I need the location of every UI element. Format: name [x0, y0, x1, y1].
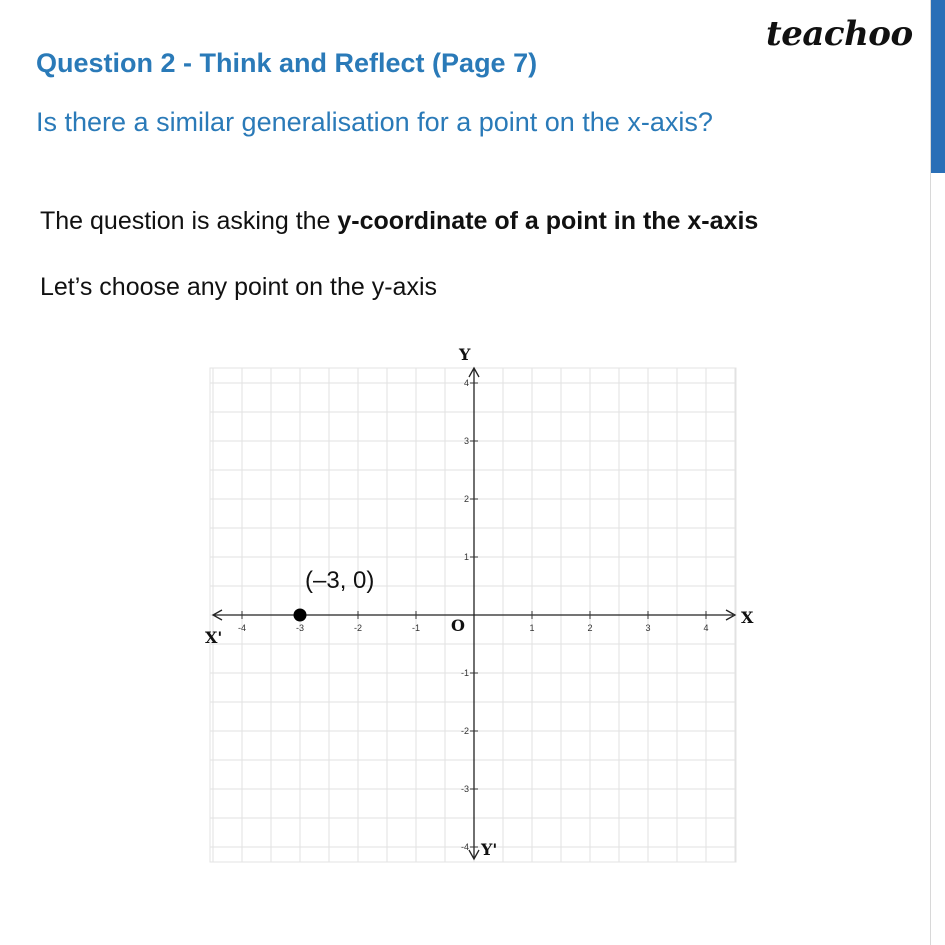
y-neg-axis-label: Y'	[481, 840, 498, 859]
x-tick-label: -4	[237, 623, 247, 633]
y-tick-label: -3	[460, 784, 469, 794]
y-tick-label: -4	[460, 842, 469, 852]
x-tick-label: -2	[353, 623, 363, 633]
y-tick-label: -2	[460, 726, 469, 736]
x-axis-label: X	[741, 608, 754, 627]
x-neg-axis-label: X'	[205, 628, 223, 647]
y-tick-label: 3	[463, 436, 469, 446]
point-label: (–3, 0)	[305, 567, 375, 594]
plotted-point	[294, 609, 307, 622]
x-tick-label: -3	[295, 623, 305, 633]
y-tick-label: 1	[463, 552, 469, 562]
question-subtitle: Is there a similar generalisation for a point on the x-axis?	[36, 107, 713, 137]
y-tick-label: 2	[463, 494, 469, 504]
explanation-line-1-text: The question is asking the	[40, 207, 338, 235]
y-axis-label: Y	[459, 345, 471, 364]
y-tick-label: -1	[460, 668, 469, 678]
explanation-line-2: Let’s choose any point on the y-axis	[40, 273, 438, 301]
teachoo-logo: teachoo	[766, 14, 913, 54]
question-title: Question 2 - Think and Reflect (Page 7)	[36, 48, 538, 78]
x-tick-label: -1	[411, 623, 421, 633]
x-tick-label: 2	[587, 623, 593, 633]
x-tick-label: 1	[529, 623, 535, 633]
y-tick-label: 4	[463, 378, 469, 388]
x-tick-label: 4	[703, 623, 709, 633]
origin-label: O	[451, 616, 465, 635]
explanation-line-1-bold: y-coordinate of a point in the x-axis	[337, 207, 759, 235]
x-tick-label: 3	[645, 623, 651, 633]
